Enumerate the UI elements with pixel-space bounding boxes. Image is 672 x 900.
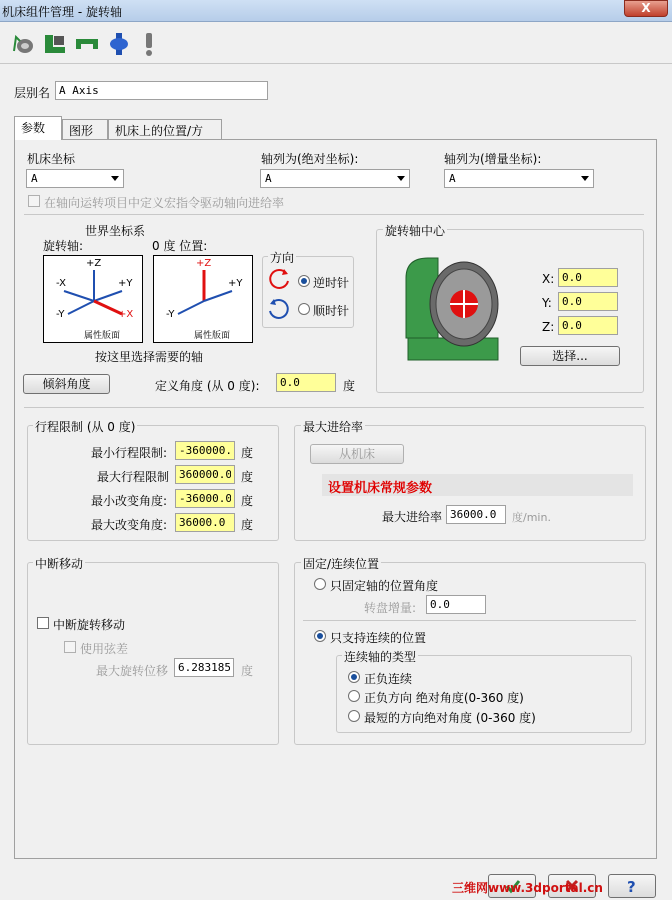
define-angle-input[interactable] <box>276 373 336 392</box>
y-neg-label-2: -Y <box>166 309 175 320</box>
machine-coord-label: 机床坐标 <box>27 152 76 166</box>
machine-coord-select[interactable] <box>26 169 124 188</box>
define-angle-label: 定义角度 (从 0 度): <box>155 379 260 393</box>
zero-position-picker[interactable] <box>153 255 253 343</box>
center-y-label: Y: <box>542 296 552 310</box>
travel-title: 行程限制 (从 0 度) <box>35 420 136 434</box>
min-travel-input[interactable] <box>175 441 235 460</box>
help-button[interactable] <box>608 874 656 898</box>
continuous-only-label: 只支持连续的位置 <box>330 631 427 645</box>
plus-minus-label: 正负连续 <box>364 672 413 686</box>
interrupt-group <box>27 562 279 745</box>
x-pos-label: +X <box>118 309 134 320</box>
window-title: 机床组件管理 - 旋转轴 <box>2 5 122 19</box>
center-x-input[interactable] <box>558 268 618 287</box>
rotation-axis-picker[interactable] <box>43 255 143 343</box>
continuous-only-radio[interactable] <box>314 630 326 642</box>
select-center-button[interactable]: 选择... <box>520 346 620 366</box>
rotation-axis-label: 旋转轴: <box>43 239 84 253</box>
max-rotation-unit: 度 <box>241 664 254 678</box>
max-travel-input[interactable] <box>175 465 235 484</box>
table-increment-label: 转盘增量: <box>364 601 417 615</box>
rotate-icon[interactable] <box>10 31 36 57</box>
divider <box>303 620 636 621</box>
warning-icon[interactable] <box>136 31 162 57</box>
shortest-absolute-label: 最短的方向绝对角度 (0-360 度) <box>364 711 536 725</box>
macro-feed-checkbox[interactable] <box>28 195 40 207</box>
max-feed-input[interactable] <box>446 505 506 524</box>
chevron-down-icon <box>111 176 119 181</box>
axis-icon[interactable] <box>106 31 132 57</box>
abs-axis-value: A <box>265 172 272 185</box>
inc-axis-label: 轴列为(增量坐标): <box>444 152 542 166</box>
box2-caption: 属性版面 <box>194 331 231 341</box>
fixed-only-label: 只固定轴的位置角度 <box>330 579 439 593</box>
help-icon <box>609 875 655 897</box>
machine-params-banner[interactable]: 设置机床常规参数 <box>328 481 433 496</box>
z-pos-label-2: +Z <box>196 258 212 269</box>
bracket-icon[interactable] <box>74 31 100 57</box>
y-neg-label: -Y <box>56 309 65 320</box>
x-neg-label: -X <box>56 278 66 289</box>
box1-caption: 属性版面 <box>84 331 121 341</box>
y-pos-label: +Y <box>118 278 133 289</box>
fixed-only-radio[interactable] <box>314 578 326 590</box>
max-feed-title: 最大进给率 <box>303 420 364 434</box>
ccw-label: 逆时针 <box>313 276 350 290</box>
y-pos-label-2: +Y <box>228 278 243 289</box>
min-change-unit: 度 <box>241 494 254 508</box>
title-bar <box>0 0 672 22</box>
tilt-angle-button[interactable]: 倾斜角度 <box>23 374 110 394</box>
plus-minus-radio[interactable] <box>348 671 360 683</box>
direction-absolute-label: 正负方向 绝对角度(0-360 度) <box>364 691 524 705</box>
max-rotation-input[interactable] <box>174 658 234 677</box>
chord-checkbox[interactable] <box>64 641 76 653</box>
abs-axis-label: 轴列为(绝对坐标): <box>261 152 359 166</box>
center-y-input[interactable] <box>558 292 618 311</box>
tab-graphics[interactable]: 图形 <box>62 119 108 139</box>
max-change-unit: 度 <box>241 518 254 532</box>
max-feed-label: 最大进给率 <box>382 510 443 524</box>
direction-absolute-radio[interactable] <box>348 690 360 702</box>
divider <box>24 214 644 215</box>
connect-icon[interactable] <box>42 31 68 57</box>
close-button[interactable]: X <box>624 0 668 17</box>
direction-title: 方向 <box>270 251 295 265</box>
machine-coord-value: A <box>31 172 38 185</box>
cw-label: 顺时针 <box>313 304 350 318</box>
select-axis-hint: 按这里选择需要的轴 <box>95 350 204 364</box>
fixed-continuous-title: 固定/连续位置 <box>303 557 380 571</box>
table-increment-input[interactable] <box>426 595 486 614</box>
continuous-type-title: 连续轴的类型 <box>344 650 417 664</box>
tab-parameters[interactable]: 参数 <box>14 116 62 140</box>
watermark: 三维网www.3dportal.cn <box>452 881 603 895</box>
divider <box>24 407 644 408</box>
max-travel-unit: 度 <box>241 470 254 484</box>
macro-feed-label: 在轴向运转项目中定义宏指令驱动轴向进给率 <box>44 196 285 210</box>
max-rotation-label: 最大旋转位移 <box>96 664 169 678</box>
min-change-input[interactable] <box>175 489 235 508</box>
layer-label: 层别名 <box>14 86 51 100</box>
cw-radio[interactable] <box>298 303 310 315</box>
inc-axis-value: A <box>449 172 456 185</box>
svg-text:?: ? <box>627 878 636 896</box>
max-feed-unit: 度/min. <box>512 511 551 524</box>
inc-axis-select[interactable] <box>444 169 594 188</box>
center-z-input[interactable] <box>558 316 618 335</box>
max-change-label: 最大改变角度: <box>91 518 168 532</box>
define-angle-unit: 度 <box>343 379 356 393</box>
world-title: 世界坐标系 <box>85 224 146 238</box>
ccw-radio[interactable] <box>298 275 310 287</box>
chevron-down-icon <box>397 176 405 181</box>
chevron-down-icon <box>581 176 589 181</box>
zero-position-label: 0 度 位置: <box>152 239 208 253</box>
rotary-table-icon <box>398 248 510 366</box>
abs-axis-select[interactable] <box>260 169 410 188</box>
center-x-label: X: <box>542 272 555 286</box>
cw-arrow-icon <box>266 297 292 321</box>
chord-label: 使用弦差 <box>80 642 129 656</box>
min-travel-unit: 度 <box>241 446 254 460</box>
toolbar <box>0 24 672 64</box>
max-change-input[interactable] <box>175 513 235 532</box>
interrupt-rotation-checkbox[interactable] <box>37 617 49 629</box>
tab-position[interactable]: 机床上的位置/方 <box>108 119 222 139</box>
center-z-label: Z: <box>542 320 555 334</box>
z-pos-label: +Z <box>86 258 102 269</box>
min-change-label: 最小改变角度: <box>91 494 168 508</box>
min-travel-label: 最小行程限制: <box>91 446 168 460</box>
ccw-arrow-icon <box>266 267 292 291</box>
from-machine-button[interactable]: 从机床 <box>310 444 404 464</box>
layer-name-input[interactable] <box>55 81 268 100</box>
interrupt-title: 中断移动 <box>35 557 84 571</box>
interrupt-rotation-label: 中断旋转移动 <box>53 618 126 632</box>
shortest-absolute-radio[interactable] <box>348 710 360 722</box>
rotation-center-title: 旋转轴中心 <box>385 224 446 238</box>
max-travel-label: 最大行程限制 <box>97 470 170 484</box>
